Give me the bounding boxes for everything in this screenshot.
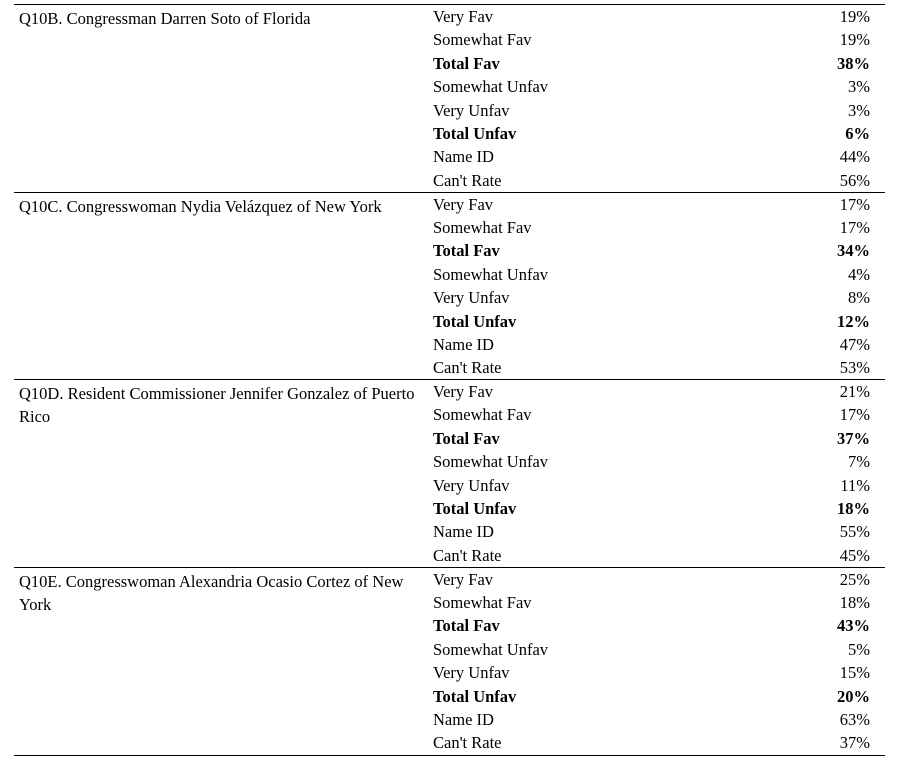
response-row <box>433 474 870 497</box>
response-row <box>433 450 870 473</box>
response-label: Very Unfav <box>433 663 510 683</box>
response-row <box>433 75 870 98</box>
response-percent: 19% <box>839 7 870 26</box>
response-label: Very Unfav <box>433 288 510 308</box>
response-row <box>433 520 870 543</box>
question-section <box>14 192 885 380</box>
response-row <box>433 731 870 754</box>
question-text: Q10D. Resident Commissioner Jennifer Gonzalez of Puerto Rico <box>19 384 415 426</box>
total-row <box>433 122 870 145</box>
response-label: Somewhat Fav <box>433 405 532 425</box>
response-percent: 45% <box>839 545 870 565</box>
response-label: Total Unfav <box>433 499 517 518</box>
question-section <box>14 379 885 567</box>
response-label: Name ID <box>433 147 494 167</box>
response-row <box>433 99 870 122</box>
response-percent: 3% <box>848 100 870 120</box>
response-label: Somewhat Fav <box>433 592 532 612</box>
total-row <box>433 239 870 262</box>
response-label: Can't Rate <box>433 733 502 753</box>
response-percent: 8% <box>848 288 870 308</box>
response-percent: 17% <box>839 217 870 237</box>
response-percent: 17% <box>839 194 870 214</box>
response-label: Somewhat Fav <box>433 30 532 50</box>
response-row <box>433 708 870 731</box>
question-text: Q10E. Congresswoman Alexandria Ocasio Cortez of New York <box>19 571 404 614</box>
response-label: Very Fav <box>433 7 494 26</box>
response-label: Total Fav <box>433 428 500 448</box>
response-row <box>433 286 870 309</box>
response-label: Very Fav <box>433 194 494 214</box>
response-percent: 17% <box>839 405 870 425</box>
response-row <box>433 333 870 356</box>
response-label: Total Unfav <box>433 124 517 143</box>
total-row <box>433 614 870 637</box>
response-percent: 12% <box>837 311 870 331</box>
response-row <box>433 263 870 286</box>
favorability-table <box>14 4 885 756</box>
response-label: Can't Rate <box>433 358 502 378</box>
response-percent: 25% <box>839 569 870 589</box>
response-row <box>433 638 870 661</box>
response-label: Somewhat Unfav <box>433 264 549 284</box>
response-percent: 7% <box>848 452 870 472</box>
response-label: Total Fav <box>433 616 500 636</box>
response-label: Name ID <box>433 334 494 354</box>
response-label: Very Fav <box>433 569 494 589</box>
response-percent: 44% <box>839 147 870 167</box>
response-row <box>433 568 870 591</box>
response-percent: 34% <box>837 241 870 261</box>
response-row <box>433 380 870 403</box>
response-percent: 20% <box>837 686 870 706</box>
response-percent: 18% <box>837 499 870 518</box>
response-label: Very Unfav <box>433 475 510 495</box>
response-label: Very Fav <box>433 382 494 401</box>
response-row <box>433 28 870 51</box>
response-row <box>433 216 870 239</box>
response-label: Total Fav <box>433 241 500 261</box>
response-percent: 5% <box>848 639 870 659</box>
question-text: Q10C. Congresswoman Nydia Velázquez of New York <box>19 196 382 216</box>
response-label: Total Unfav <box>433 311 517 331</box>
total-row <box>433 685 870 708</box>
response-percent: 56% <box>839 170 870 190</box>
response-row <box>433 145 870 168</box>
response-label: Total Fav <box>433 53 500 73</box>
response-percent: 18% <box>839 592 870 612</box>
response-row <box>433 193 870 216</box>
response-percent: 63% <box>839 709 870 729</box>
response-label: Name ID <box>433 522 494 542</box>
response-row <box>433 169 870 192</box>
response-percent: 43% <box>837 616 870 636</box>
total-row <box>433 427 870 450</box>
response-row <box>433 591 870 614</box>
response-label: Total Unfav <box>433 686 517 706</box>
response-label: Very Unfav <box>433 100 510 120</box>
response-percent: 55% <box>839 522 870 542</box>
response-label: Name ID <box>433 709 494 729</box>
response-percent: 37% <box>837 428 870 448</box>
question-section <box>14 567 885 756</box>
response-percent: 53% <box>839 358 870 378</box>
response-percent: 47% <box>839 334 870 354</box>
response-row <box>433 5 870 28</box>
total-row <box>433 497 870 520</box>
response-percent: 3% <box>848 77 870 97</box>
response-label: Somewhat Unfav <box>433 77 549 97</box>
response-row <box>433 661 870 684</box>
question-text: Q10B. Congressman Darren Soto of Florida <box>19 9 311 28</box>
response-label: Can't Rate <box>433 545 502 565</box>
response-percent: 11% <box>840 475 870 495</box>
response-label: Can't Rate <box>433 170 502 190</box>
response-label: Somewhat Unfav <box>433 639 549 659</box>
response-percent: 4% <box>848 264 870 284</box>
response-row <box>433 403 870 426</box>
response-percent: 38% <box>837 53 870 73</box>
response-row <box>433 356 870 379</box>
response-percent: 15% <box>839 663 870 683</box>
question-section <box>14 4 885 192</box>
total-row <box>433 52 870 75</box>
total-row <box>433 310 870 333</box>
response-percent: 37% <box>839 733 870 753</box>
response-percent: 6% <box>845 124 870 143</box>
response-row <box>433 544 870 567</box>
response-percent: 19% <box>839 30 870 50</box>
response-label: Somewhat Unfav <box>433 452 549 472</box>
response-percent: 21% <box>839 382 870 401</box>
response-label: Somewhat Fav <box>433 217 532 237</box>
